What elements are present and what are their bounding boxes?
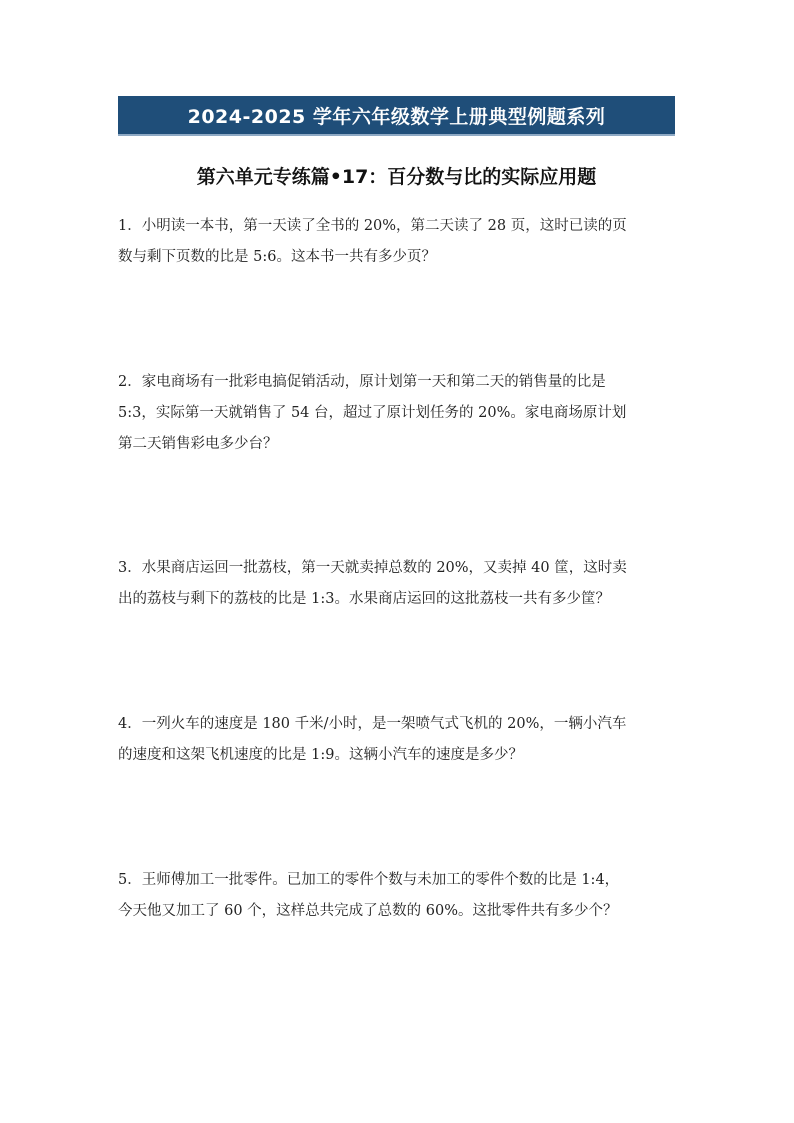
problem-2 [118, 367, 674, 460]
problem-5-line-2: 今天他又加工了 60 个，这样总共完成了总数的 60%。这批零件共有多少个？ [118, 903, 618, 919]
banner-title: 2024-2025 学年六年级数学上册典型例题系列 [187, 105, 606, 128]
problem-4 [118, 709, 674, 771]
problem-2-line-1: 2．家电商场有一批彩电搞促销活动，原计划第一天和第二天的销售量的比是 [118, 374, 606, 390]
problem-3-line-1: 3．水果商店运回一批荔枝，第一天就卖掉总数的 20%，又卖掉 40 筐，这时卖 [118, 560, 627, 576]
problem-5-line-1: 5．王师傅加工一批零件。已加工的零件个数与未加工的零件个数的比是 1:4， [118, 872, 620, 888]
problem-1-line-1: 1．小明读一本书，第一天读了全书的 20%，第二天读了 28 页，这时已读的页 [118, 218, 627, 234]
problem-4-line-1: 4．一列火车的速度是 180 千米/小时，是一架喷气式飞机的 20%，一辆小汽车 [118, 716, 627, 732]
problem-2-line-3: 第二天销售彩电多少台？ [118, 436, 278, 452]
problem-2-line-2: 5:3，实际第一天就销售了 54 台，超过了原计划任务的 20%。家电商场原计划 [118, 405, 627, 421]
problem-5 [118, 865, 674, 927]
page-title: 第六单元专练篇•17：百分数与比的实际应用题 [196, 166, 597, 188]
problem-1-line-2: 数与剩下页数的比是 5:6。这本书一共有多少页？ [118, 249, 436, 265]
problem-3 [118, 553, 674, 615]
problem-3-line-2: 出的荔枝与剩下的荔枝的比是 1:3。水果商店运回的这批荔枝一共有多少筐？ [118, 591, 610, 607]
title-banner [118, 96, 675, 136]
problem-4-line-2: 的速度和这架飞机速度的比是 1:9。这辆小汽车的速度是多少？ [118, 747, 523, 763]
problem-1 [118, 211, 674, 273]
